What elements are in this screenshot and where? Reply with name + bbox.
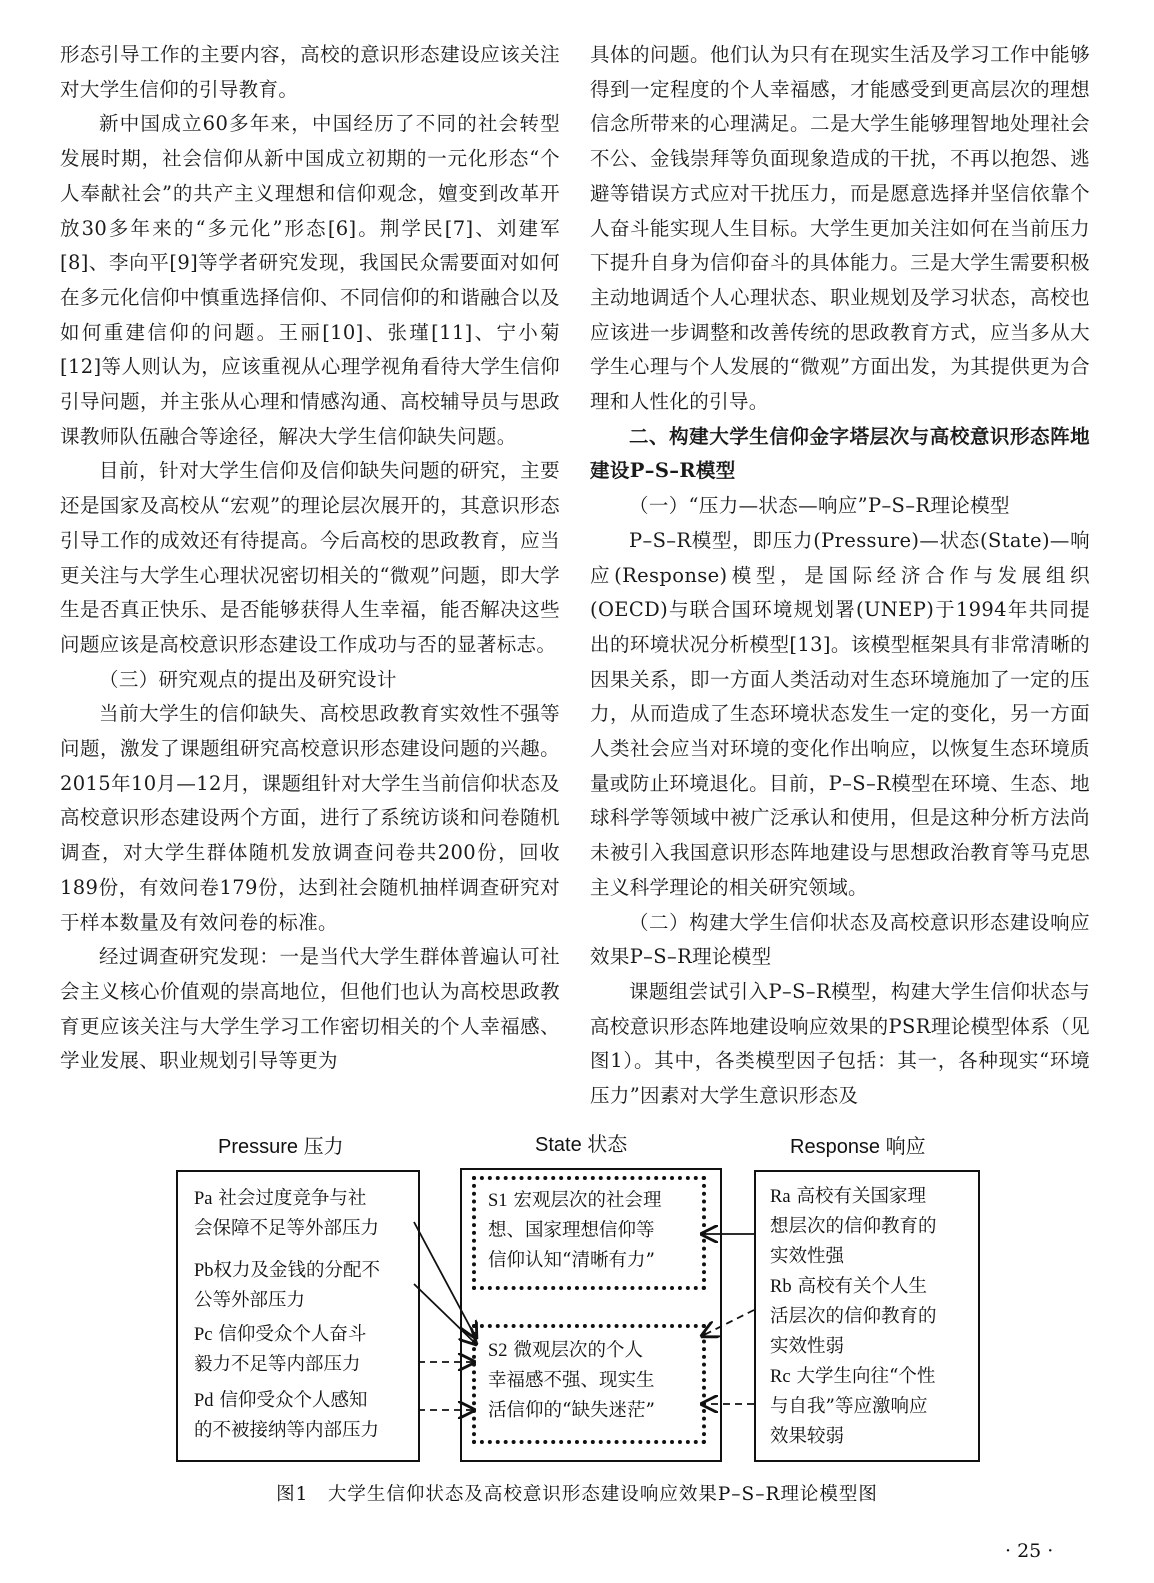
- item-text: 实效性弱: [770, 1336, 845, 1357]
- arrow-pb-s2: [414, 1284, 476, 1344]
- item-text: 信仰受众个人感知: [219, 1390, 368, 1411]
- item-label: Pc: [194, 1325, 213, 1345]
- item-label: S1: [488, 1191, 508, 1211]
- paragraph: 具体的问题。他们认为只有在现实生活及学习工作中能够得到一定程度的个人幸福感，才能感受到更高层次的理想信念所带来的心理满足。二是大学生能够理智地处理社会不公、金钱崇拜等负面现象造成的干扰，不再以抱怨、逃避等错误方式应对干扰压力，而是愿意选择并坚信依靠个人奋斗能实现人生目标。大学生更加关注如何在当前压力下提升自身为信仰奋斗的具体能力。三是大学生需要积极主动地调适个人心理状态、职业规划及学习状态，高校也应该进一步调整和改善传统的思政教育方式，应当多从大学生心理与个人发展的“微观”方面出发，为其提供更为合理和人性化的引导。: [590, 43, 1090, 414]
- section-heading: 二、构建大学生信仰金字塔层次与高校意识形态阵地建设P–S–R模型: [590, 424, 1090, 483]
- item-text: 的不被接纳等内部压力: [194, 1420, 380, 1441]
- item-text: 信仰受众个人奋斗: [218, 1324, 367, 1345]
- paragraph: 课题组尝试引入P–S–R模型，构建大学生信仰状态与高校意识形态阵地建设响应效果的PSR理论模型体系（见图1）。其中，各类模型因子包括：其一，各种现实“环境压力”因素对大学生意识形态及: [590, 979, 1090, 1108]
- item-label: S2: [488, 1341, 508, 1361]
- arrow-rb-s2: [702, 1310, 754, 1336]
- item-text: 效果较弱: [770, 1426, 845, 1447]
- subsection-heading: （二）构建大学生信仰状态及高校意识形态建设响应效果P–S–R理论模型: [590, 910, 1090, 969]
- item-text: 高校有关国家理: [796, 1186, 926, 1207]
- subsection-heading: （一）“压力—状态—响应”P–S–R理论模型: [629, 494, 1010, 518]
- item-text: 想、国家理想信仰等: [488, 1220, 655, 1241]
- paragraph: P–S–R模型，即压力(Pressure)—状态(State)—响应(Response)模型，是国际经济合作与发展组织(OECD)与联合国环境规划署(UNEP)于1994年共同提出的环境状况分析模型[13]。该模型框架具有非常清晰的因果关系，即一方面人类活动对生态环境施加了一定的压力，从而造成了生态环境状态发生一定的变化，另一方面人类社会应当对环境的变化作出响应，以恢复生态环境质量或防止环境退化。目前，P–S–R模型在环境、生态、地球科学等领域中被广泛承认和使用，但是这种分析方法尚未被引入我国意识形态阵地建设与思想政治教育等马克思主义科学理论的相关研究领域。: [590, 528, 1090, 899]
- paragraph: 目前，针对大学生信仰及信仰缺失问题的研究，主要还是国家及高校从“宏观”的理论层次展开的，其意识形态引导工作的成效还有待提高。今后高校的思政教育，应当更关注与大学生心理状况密切相关的“微观”问题，即大学生是否真正快乐、是否能够获得人生幸福，能否解决这些问题应该是高校意识形态建设工作成功与否的显著标志。: [60, 459, 560, 656]
- item-text: 社会过度竞争与社: [218, 1188, 367, 1209]
- item-text: 活层次的信仰教育的: [770, 1306, 937, 1327]
- item-label: Pb: [194, 1261, 214, 1281]
- item-text: 实效性强: [770, 1246, 845, 1267]
- item-text: 大学生向往“个性: [796, 1366, 936, 1387]
- item-text: 宏观层次的社会理: [513, 1190, 662, 1211]
- item-text: 微观层次的个人: [513, 1340, 643, 1361]
- page-number: · 25 ·: [1005, 1540, 1054, 1562]
- item-text: 高校有关个人生: [797, 1276, 927, 1297]
- item-text: 活信仰的“缺失迷茫”: [488, 1400, 655, 1421]
- item-text: 想层次的信仰教育的: [770, 1216, 937, 1237]
- arrow-pa-s2: [414, 1222, 476, 1338]
- item-label: Ra: [770, 1187, 791, 1207]
- item-label: Pa: [194, 1189, 213, 1209]
- item-text: 幸福感不强、现实生: [488, 1370, 655, 1391]
- item-text: 公等外部压力: [194, 1290, 306, 1311]
- subsection-heading: （三）研究观点的提出及研究设计: [99, 667, 397, 691]
- item-label: Rb: [770, 1277, 792, 1297]
- item-text: 会保障不足等外部压力: [194, 1218, 380, 1239]
- response-heading: Response 响应: [790, 1136, 926, 1158]
- paragraph: 当前大学生的信仰缺失、高校思政教育实效性不强等问题，激发了课题组研究高校意识形态建设问题的兴趣。2015年10月—12月，课题组针对大学生当前信仰状态及高校意识形态建设两个方面，进行了系统访谈和问卷随机调查，对大学生群体随机发放调查问卷共200份，回收189份，有效问卷179份，达到社会随机抽样调查研究对于样本数量及有效问卷的标准。: [60, 702, 560, 934]
- item-label: Rc: [770, 1367, 791, 1387]
- pressure-heading: Pressure 压力: [218, 1136, 344, 1158]
- figure-caption: 图1 大学生信仰状态及高校意识形态建设响应效果P–S–R理论模型图: [276, 1484, 878, 1505]
- item-text: 与自我”等应激响应: [770, 1396, 928, 1417]
- item-text: 信仰认知“清晰有力”: [488, 1250, 655, 1271]
- state-heading: State 状态: [535, 1134, 628, 1156]
- paragraph: 新中国成立60多年来，中国经历了不同的社会转型发展时期，社会信仰从新中国成立初期的一元化形态“个人奉献社会”的共产主义理想和信仰观念，嬗变到改革开放30多年来的“多元化”形态[6]。荆学民[7]、刘建军[8]、李向平[9]等学者研究发现，我国民众需要面对如何在多元化信仰中慎重选择信仰、不同信仰的和谐融合以及如何重建信仰的问题。王丽[10]、张瑾[11]、宁小菊[12]等人则认为，应该重视从心理学视角看待大学生信仰引导问题，并主张从心理和情感沟通、高校辅导员与思政课教师队伍融合等途径，解决大学生信仰缺失问题。: [60, 112, 560, 448]
- item-label: Pd: [194, 1391, 214, 1411]
- item-text: 毅力不足等内部压力: [194, 1354, 361, 1375]
- paragraph: 经过调查研究发现：一是当代大学生群体普遍认可社会主义核心价值观的崇高地位，但他们也认为高校思政教育更应该关注与大学生学习工作密切相关的个人幸福感、学业发展、职业规划引导等更为: [60, 945, 560, 1073]
- item-text: 权力及金钱的分配不: [213, 1260, 381, 1281]
- paragraph: 形态引导工作的主要内容，高校的意识形态建设应该关注对大学生信仰的引导教育。: [60, 43, 560, 101]
